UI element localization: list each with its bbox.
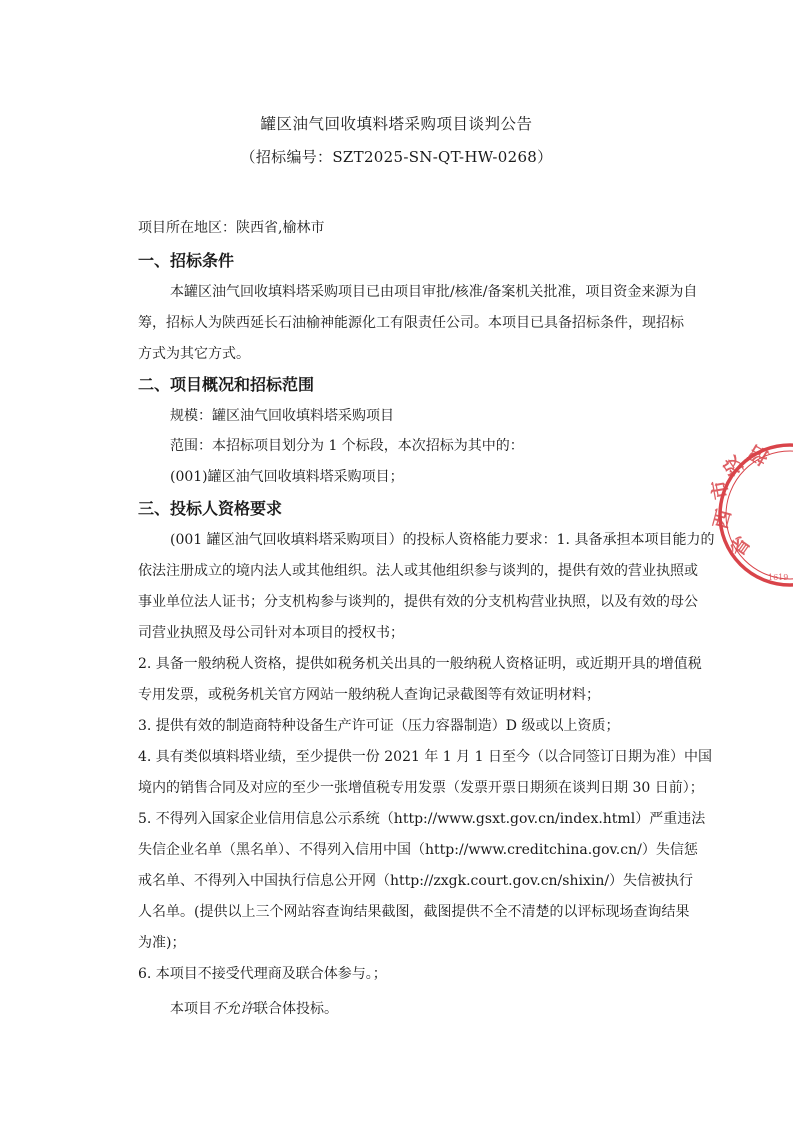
red-seal-stamp (707, 440, 793, 590)
seal-char: 市 (707, 478, 733, 501)
seal-char: 西 (709, 507, 736, 532)
paragraph-line: 本罐区油气回收填料塔采购项目已由项目审批/核准/备案机关批准，项目资金来源为自 (170, 284, 698, 300)
document-title: 罐区油气回收填料塔采购项目谈判公告 (260, 115, 533, 133)
paragraph-line: 2. 具备一般纳税人资格，提供如税务机关出具的一般纳税人资格证明，或近期开具的增值税 (138, 656, 702, 672)
paragraph-line: 5. 不得列入国家企业信用信息公示系统（http://www.gsxt.gov.cn/index.html）严重违法 (138, 811, 706, 827)
seal-char: 投 (719, 451, 749, 480)
paragraph-line: 戒名单、不得列入中国执行信息公开网（http://zxgk.court.gov.cn/shixin/）失信被执行 (138, 873, 694, 889)
paragraph-line: 境内的销售合同及对应的至少一张增值税专用发票（发票开票日期须在谈判日期 30 日前）； (138, 780, 704, 796)
paragraph-line: 失信企业名单（黑名单）、不得列入信用中国（http://www.creditchina.gov.cn/）失信惩 (138, 842, 698, 858)
closing-suffix: 联合体投标。 (254, 1001, 338, 1017)
project-region: 项目所在地区：陕西省,榆林市 (138, 220, 325, 236)
seal-char: 招 (745, 440, 773, 469)
section-heading-2: 二、项目概况和招标范围 (138, 375, 315, 394)
paragraph-line: 为准)； (138, 935, 186, 951)
paragraph-line: 事业单位法人证书；分支机构参与谈判的，提供有效的分支机构营业执照，以及有效的母公 (138, 594, 698, 610)
paragraph-line: 依法注册成立的境内法人或其他组织。法人或其他组织参与谈判的，提供有效的营业执照或 (138, 563, 698, 579)
closing-italic: 不允许 (212, 1001, 254, 1017)
paragraph-line: 方式为其它方式。 (138, 346, 250, 362)
section-heading-3: 三、投标人资格要求 (138, 499, 283, 518)
paragraph-line: 3. 提供有效的制造商特种设备生产许可证（压力容器制造）D 级或以上资质； (138, 718, 620, 734)
paragraph-line: 6. 本项目不接受代理商及联合体参与。； (138, 966, 387, 982)
paragraph-line: 规模：罐区油气回收填料塔采购项目 (170, 408, 394, 424)
paragraph-line: 人名单。(提供以上三个网站容查询结果截图，截图提供不全不清楚的以评标现场查询结果 (138, 904, 690, 920)
paragraph-line: 范围：本招标项目划分为 1 个标段，本次招标为其中的： (170, 438, 524, 454)
paragraph-line: 司营业执照及母公司针对本项目的授权书； (138, 625, 404, 641)
paragraph-line: (001)罐区油气回收填料塔采购项目； (170, 469, 404, 485)
closing-statement (170, 998, 698, 1020)
paragraph-line: 专用发票，或税务机关官方网站一般纳税人查询记录截图等有效证明材料； (138, 687, 600, 703)
section-heading-1: 一、招标条件 (138, 251, 235, 270)
closing-prefix: 本项目 (170, 1001, 212, 1017)
tender-number: （招标编号：SZT2025-SN-QT-HW-0268） (240, 148, 553, 166)
paragraph-line: 筹，招标人为陕西延长石油榆神能源化工有限责任公司。本项目已具备招标条件，现招标 (138, 315, 684, 331)
paragraph-line: 4. 具有类似填料塔业绩，至少提供一份 2021 年 1 月 1 日至今（以合同签订日期为准）中国 (138, 749, 712, 765)
seal-number: 1619 (768, 573, 789, 582)
seal-char: 省 (726, 532, 756, 561)
paragraph-line: (001 罐区油气回收填料塔采购项目）的投标人资格能力要求：1. 具备承担本项目能力的 (170, 532, 715, 548)
